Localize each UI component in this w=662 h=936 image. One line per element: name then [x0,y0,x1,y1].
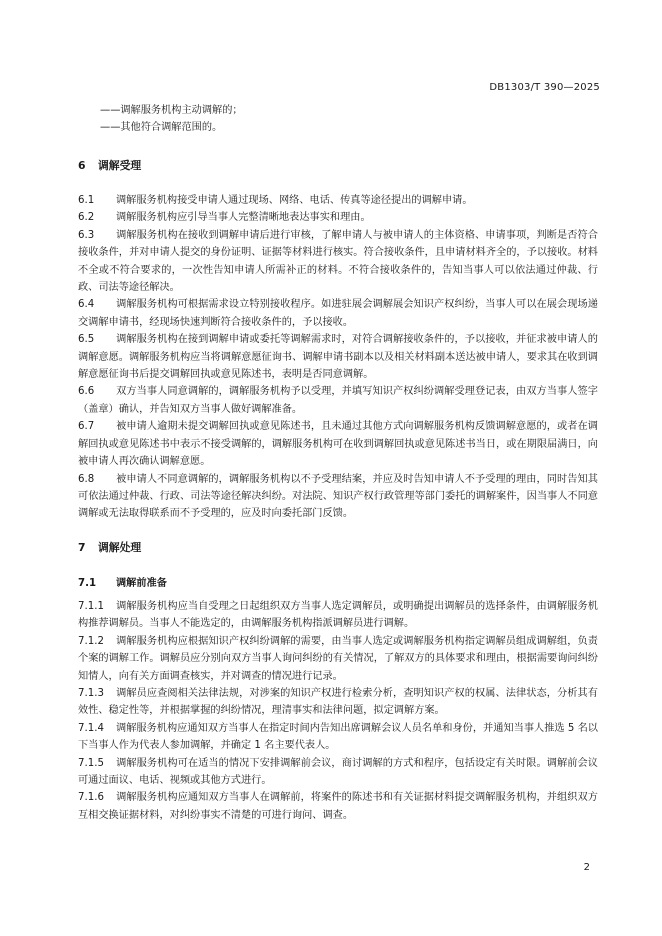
list-item: ——调解服务机构主动调解的； [100,105,243,116]
clause-text: 调解服务机构应当自受理之日起组织双方当事人选定调解员，或明确提出调解员的选择条件，由调解服务机构推荐调解员。当事人不能选定的，由调解服务机构指派调解员进行调解。 [78,601,598,630]
clause-text: 调解服务机构应通知双方当事人在指定时间内告知出席调解会议人员名单和身份，并通知当事人推选 5 名以下当事人作为代表人参加调解，并确定 1 名主要代表人。 [78,722,598,752]
clause-number: 6.1 [78,195,95,206]
clause-text: 调解服务机构应通知双方当事人在调解前，将案件的陈述书和有关证据材料提交调解服务机构，并组织双方互相交换证据材料，对纠纷事实不清楚的可进行询问、调查。 [78,792,598,821]
clause-6-6 [78,383,598,418]
clause-6-5 [78,331,598,383]
clause-6-1 [78,192,598,209]
clause-number: 6.7 [78,421,95,433]
clause-6-2 [78,209,598,226]
clause-text: 双方当事人同意调解的，调解服务机构予以受理，并填写知识产权纠纷调解受理登记表，由双方当事人签字（盖章）确认，并告知双方当事人做好调解准备。 [78,386,598,415]
clause-6-4 [78,296,598,331]
subsection-title: 调解前准备 [116,578,167,589]
clause-text: 被申请人不同意调解的，调解服务机构以不予受理结案，并应及时告知申请人不予受理的理由，同时告知其可依法通过仲裁、行政、司法等途径解决纠纷。对法院、知识产权行政管理等部门委托的调解案件，因当事人不同意调解或无法取得联系而不予受理的，应及时向委托部门反馈。 [78,473,598,520]
clause-text: 调解服务机构可在适当的情况下安排调解前会议，商讨调解的方式和程序，包括设定有关时限。调解前会议可通过面议、电话、视频或其他方式进行。 [78,757,598,787]
clause-number: 6.6 [78,386,95,398]
top-list [78,102,598,137]
clause-number: 7.1.4 [78,722,104,734]
clause-number: 7.1.6 [78,792,104,804]
clause-text: 调解员应查阅相关法律法规，对涉案的知识产权进行检索分析，查明知识产权的权属、法律状态，分析其有效性、稳定性等，并根据掌握的纠纷情况，理清事实和法律问题，拟定调解方案。 [78,688,598,717]
subsection-number: 7.1 [78,578,97,589]
section-7-body [78,598,598,824]
clause-text: 调解服务机构可根据需求设立特别接收程序。如进驻展会调解展会知识产权纠纷，当事人可以在展会现场递交调解申请书，经现场快速判断符合接收条件的，予以接收。 [78,299,598,328]
list-item: ——其他符合调解范围的。 [100,122,223,134]
clause-text: 调解服务机构应引导当事人完整清晰地表达事实和理由。 [116,212,371,224]
clause-number: 6.2 [78,212,95,224]
clause-7-1-4 [78,720,598,755]
subsection-7-1-heading [78,574,167,589]
clause-text: 被申请人逾期未提交调解回执或意见陈述书，且未通过其他方式向调解服务机构反馈调解意愿的，或者在调解回执或意见陈述书中表示不接受调解的，调解服务机构可在收到调解回执或意见陈述书当日，或在期限届满日，向被申请人再次确认调解意愿。 [78,421,598,468]
clause-text: 调解服务机构接受申请人通过现场、网络、电话、传真等途径提出的调解申请。 [116,195,473,206]
section-title: 调解处理 [98,541,142,554]
clause-6-3 [78,227,598,297]
clause-6-7 [78,418,598,470]
clause-text: 调解服务机构在接收到调解申请后进行审核，了解申请人与被申请人的主体资格、申请事项，判断是否符合接收条件，并对申请人提交的身份证明、证据等材料进行核实。符合接收条件，且申请材料齐全的，予以接收。材料不全或不符合要求的，一次性告知申请人所需补正的材料。不符合接收条件的，告知当事人可以依法通过仲裁、行政、司法等途径解决。 [78,229,598,294]
page-number: 2 [583,862,590,873]
section-6-heading [78,158,141,173]
clause-number: 6.4 [78,299,95,311]
clause-7-1-2 [78,633,598,685]
clause-number: 7.1.3 [78,688,104,700]
clause-7-1-6 [78,789,598,824]
clause-6-8 [78,471,598,523]
clause-number: 7.1.5 [78,757,104,769]
document-id: DB1303/T 390—2025 [489,82,600,93]
clause-7-1-1 [78,598,598,633]
section-title: 调解受理 [98,159,142,172]
clause-number: 6.3 [78,229,95,241]
clause-number: 6.5 [78,334,95,346]
clause-number: 7.1.2 [78,635,104,647]
clause-text: 调解服务机构在接到调解申请或委托等调解需求时，对符合调解接收条件的，予以接收，并征求被申请人的调解意愿。调解服务机构应当将调解意愿征询书、调解申请书副本以及相关材料副本送达被申请人，要求其在收到调解意愿征询书后提交调解回执或意见陈述书，表明是否同意调解。 [78,334,598,381]
clause-number: 7.1.1 [78,601,104,612]
section-number: 7 [78,541,86,554]
clause-number: 6.8 [78,473,95,485]
clause-7-1-3 [78,685,598,720]
section-7-heading [78,540,141,555]
section-number: 6 [78,159,86,172]
clause-text: 调解服务机构应根据知识产权纠纷调解的需要，由当事人选定或调解服务机构指定调解员组成调解组，负责个案的调解工作。调解员应分别向双方当事人询问纠纷的有关情况，了解双方的具体要求和理由，根据需要询问纠纷知情人，向有关方面调查核实，并对调查的情况进行记录。 [78,635,598,682]
clause-7-1-5 [78,755,598,790]
section-6-body [78,192,598,523]
